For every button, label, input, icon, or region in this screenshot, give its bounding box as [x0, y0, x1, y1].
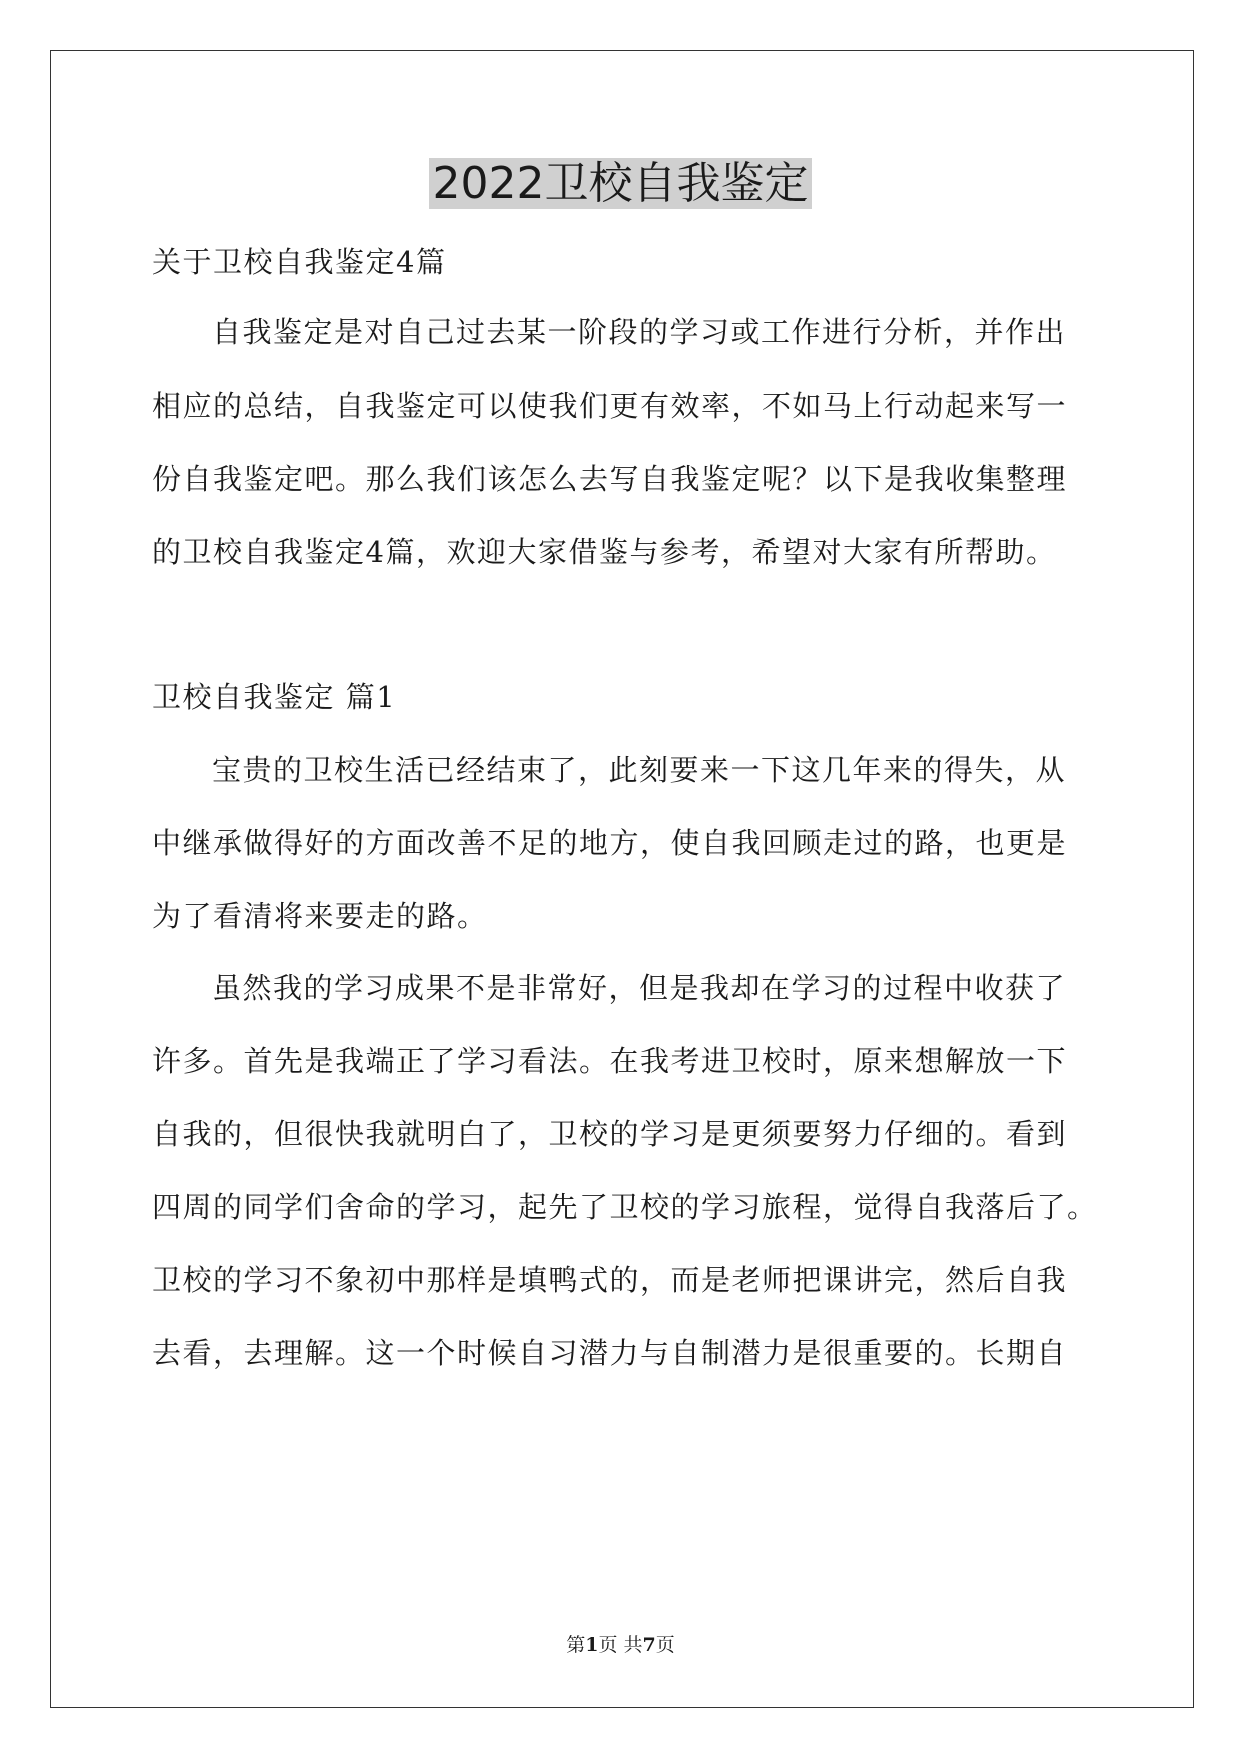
page-border [50, 50, 1194, 1708]
intro-line: 自我鉴定是对自己过去某一阶段的学习或工作进行分析，并作出 [212, 315, 1067, 349]
intro-line: 相应的总结，自我鉴定可以使我们更有效率，不如马上行动起来写一 [152, 389, 1068, 423]
intro-heading: 关于卫校自我鉴定4篇 [152, 245, 447, 279]
section1-para1-line: 为了看清将来要走的路。 [152, 899, 488, 933]
section1-para1-line: 宝贵的卫校生活已经结束了，此刻要来一下这几年来的得失，从 [212, 753, 1067, 787]
document-title [0, 155, 1241, 213]
page-label-suffix: 页 [655, 1634, 675, 1656]
section1-para2-line: 去看，去理解。这一个时候自习潜力与自制潜力是很重要的。长期自 [152, 1336, 1068, 1370]
page-footer [0, 1632, 1241, 1658]
page-label-prefix: 第 [566, 1634, 586, 1656]
section1-para2-line: 许多。首先是我端正了学习看法。在我考进卫校时，原来想解放一下 [152, 1044, 1068, 1078]
page-label-mid: 页 共 [598, 1634, 643, 1656]
total-page-number: 7 [642, 1634, 656, 1656]
section1-para1-line: 中继承做得好的方面改善不足的地方，使自我回顾走过的路，也更是 [152, 826, 1068, 860]
intro-line: 的卫校自我鉴定4篇，欢迎大家借鉴与参考，希望对大家有所帮助。 [152, 535, 1057, 569]
section1-heading: 卫校自我鉴定 篇1 [152, 680, 397, 714]
document-title-text: 2022卫校自我鉴定 [429, 158, 813, 209]
section1-para2-line: 虽然我的学习成果不是非常好，但是我却在学习的过程中收获了 [212, 971, 1067, 1005]
intro-line: 份自我鉴定吧。那么我们该怎么去写自我鉴定呢？以下是我收集整理 [152, 462, 1068, 496]
section1-para2-line: 自我的，但很快我就明白了，卫校的学习是更须要努力仔细的。看到 [152, 1117, 1068, 1151]
section1-para2-line: 四周的同学们舍命的学习，起先了卫校的学习旅程，觉得自我落后了。 [152, 1190, 1098, 1224]
current-page-number: 1 [585, 1634, 599, 1656]
section1-para2-line: 卫校的学习不象初中那样是填鸭式的，而是老师把课讲完，然后自我 [152, 1263, 1068, 1297]
